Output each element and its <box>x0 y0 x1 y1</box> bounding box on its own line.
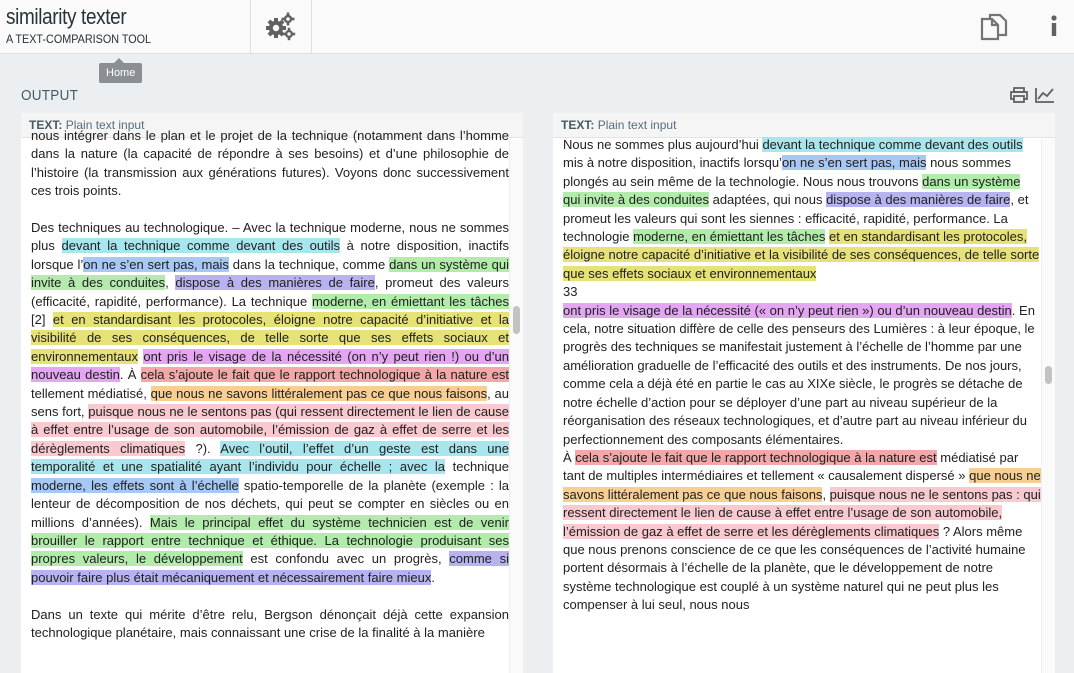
text-segment: Des techniques au technologique. – Avec la technique moderne, nous ne sommes plus <box>31 220 509 254</box>
match-highlight-blue[interactable]: moderne, les effets sont à l’échelle <box>31 477 239 493</box>
text-segment: tellement médiatisé, <box>31 385 151 401</box>
text-segment: spatio-temporelle de la planète (exemple : la lenteur de décomposition de nos déchets, qui peut se compter en siècles ou en millions d’années). <box>31 477 509 530</box>
left-scroll-thumb[interactable] <box>513 306 520 334</box>
text-segment: technique <box>445 459 509 475</box>
left-text-panel <box>21 113 523 673</box>
documents-icon <box>979 11 1009 41</box>
right-scroll-thumb[interactable] <box>1045 366 1052 384</box>
right-panel-label: TEXT: <box>561 118 595 132</box>
match-highlight-violet[interactable]: comme si pouvoir faire plus était mécaniquement et nécessairement faire mieux <box>31 551 509 585</box>
match-highlight-purple[interactable]: ont pris le visage de la nécessité (on n’y peut rien !) ou d’un nouveau destin <box>31 348 509 383</box>
match-highlight-olive[interactable]: et en standardisant les protocoles, éloigne notre capacité d’initiative et la visibilité de ses conséquences, de telle sorte que ses effets sociaux et environnementaux <box>31 312 509 364</box>
text-segment: mis à notre disposition, inactifs lorsqu’ <box>563 155 782 171</box>
text-segment: . <box>431 569 435 585</box>
text-segment: , <box>165 275 176 291</box>
match-highlight-green[interactable]: moderne, en émiettant les tâches <box>633 229 826 245</box>
text-segment: Dans un texte qui mérite d’être relu, Bergson dénonçait déjà cette expansion technologique planétaire, mais connaissant une crise de la finalité à la manière <box>31 606 509 640</box>
top-bar <box>0 0 1074 54</box>
top-divider-2 <box>311 0 312 54</box>
gear-icon <box>264 11 296 41</box>
paragraph-gap <box>31 587 509 605</box>
match-highlight-pink[interactable]: puisque nous ne le sentons pas (qui ressent directement le lien de cause à effet entre l’usage de son automobile, l’émission de gaz à effet de serre et les dérèglements climatiques <box>31 404 510 456</box>
app-title: similarity texter <box>6 4 127 29</box>
print-button[interactable] <box>1009 86 1029 104</box>
match-highlight-red[interactable]: cela s’ajoute le fait que le rapport technologique à la nature est <box>140 367 510 383</box>
output-heading: OUTPUT <box>21 87 79 104</box>
chart-icon <box>1034 86 1056 104</box>
left-panel-source: Plain text input <box>65 118 145 132</box>
text-segment: . À <box>119 367 141 383</box>
info-button[interactable] <box>1040 10 1068 42</box>
text-segment: à notre disposition, inactifs lorsque l’ <box>31 238 509 272</box>
match-highlight-cyan[interactable]: devant la technique comme devant des outils <box>762 137 1023 152</box>
match-highlight-purple[interactable]: ont pris le visage de la nécessité (« on n’y peut rien ») ou d’un nouveau destin <box>563 302 1012 318</box>
text-segment: l’homme dans la nature (la capacité de répondre à ses besoins) et d’une philosophie de l’histoire (la transmission aux générations futures). Voyons donc successivement ces trois points. <box>31 128 509 199</box>
right-panel-header <box>553 113 1055 138</box>
match-highlight-orange[interactable]: que nous ne savons littéralement pas ce que nous faisons <box>563 468 1041 502</box>
right-scrollbar[interactable] <box>1041 139 1055 673</box>
text-segment: nous intégrer dans le plan et le projet de la technique (notamment dans <box>31 128 456 143</box>
match-highlight-orange[interactable]: que nous ne savons littéralement pas ce que nous faisons <box>150 385 488 401</box>
text-segment: , promeut des valeurs (efficacité, rapidité, performance). La technique <box>31 275 509 309</box>
compare-documents-button[interactable] <box>977 10 1011 42</box>
print-icon <box>1009 86 1029 104</box>
text-segment: est confondu avec un progrès, <box>242 551 450 567</box>
text-paragraph <box>563 449 1041 615</box>
match-highlight-violet[interactable]: dispose à des manières de faire <box>826 192 1011 208</box>
match-highlight-cyan[interactable]: devant la technique comme devant des outils <box>61 238 340 254</box>
text-paragraph <box>31 606 509 643</box>
text-segment: adaptées, qui nous <box>708 192 827 208</box>
match-highlight-olive[interactable]: et en standardisant les protocoles, éloigne notre capacité d’initiative et la visibilité de ses conséquences, de telle sorte que ses effets sociaux et environnementaux <box>563 229 1040 281</box>
text-segment: . En cela, notre situation diffère de celle des penseurs des Lumières : à leur époque, le progrès des techniques se manifestait justement à l’échelle de l’homme par une amélioration graduelle de l’efficacité des outils et des instruments. De nos jours, comme cela a déjà été en partie le cas au XIXe siècle, le progrès se détache de notre échelle d’action pour se déployer d’une part au niveau supérieur de la réorganisation des réseaux technologiques, et d’autre part au niveau inférieur du perfectionnement des composants élémentaires. <box>563 302 1035 447</box>
match-highlight-green[interactable]: dans un système qui invite à des conduites <box>31 256 510 291</box>
text-segment: 33 <box>563 284 578 300</box>
top-divider <box>250 0 251 54</box>
match-highlight-green[interactable]: dans un système qui invite à des conduites <box>563 173 1021 208</box>
left-text-content <box>31 127 509 642</box>
text-segment: À <box>563 449 576 465</box>
text-paragraph <box>563 136 1041 283</box>
left-panel-label: TEXT: <box>29 118 63 132</box>
text-segment: , et promeut les valeurs qui sont les siennes : efficacité, rapidité, performance. La technologie <box>563 192 1029 245</box>
match-highlight-pink[interactable]: puisque nous ne le sentons pas : qui ressent directement le lien de cause à effet entre l’usage de son automobile, l’émission de gaz à effet de serre et les dérèglements climatiques <box>563 486 1041 539</box>
left-text-viewport[interactable] <box>31 128 510 673</box>
text-segment: médiatisé par tant de multiples intermédiaires et tellement « causalement dispersé » <box>563 449 1019 484</box>
left-scrollbar[interactable] <box>509 139 523 673</box>
right-panel-source: Plain text input <box>597 118 677 132</box>
app-subtitle: A TEXT-COMPARISON TOOL <box>6 32 152 46</box>
settings-button[interactable] <box>262 10 298 42</box>
text-segment: , au sens fort, <box>31 385 509 420</box>
home-tooltip: Home <box>99 63 142 83</box>
match-highlight-cyan[interactable]: Avec l’outil, l’effet d’un geste est dans une temporalité et une spatialité ayant l’individu pour échelle ; avec la <box>31 440 510 475</box>
text-paragraph <box>31 127 509 201</box>
text-segment: Nous ne sommes plus aujourd’hui <box>563 137 763 152</box>
text-segment: , <box>822 486 830 502</box>
text-paragraph <box>563 302 1041 449</box>
right-text-panel <box>553 113 1055 673</box>
match-highlight-green[interactable]: moderne, en émiettant les tâches <box>312 293 509 309</box>
text-segment: ? Alors même que nous prenons conscience de ce que les conséquences de l’activité humaine portent désormais à l’échelle de la planète, que le développement de notre système technologique est couplé à un système naturel qui ne peut plus les compenser à lui seul, nous nous <box>563 523 1026 613</box>
text-segment: ?). <box>185 440 221 456</box>
match-highlight-blue[interactable]: on ne s’en sert pas, mais <box>781 155 927 171</box>
match-highlight-violet[interactable]: dispose à des manières de faire <box>175 275 375 291</box>
statistics-button[interactable] <box>1034 86 1056 104</box>
text-segment: nous sommes plongés au sein même de la technologie. Nous nous trouvons <box>563 155 1012 189</box>
text-segment: [2] <box>31 312 53 328</box>
text-paragraph <box>563 283 1041 301</box>
match-highlight-green[interactable]: Mais le principal effet du système technicien est de venir brouiller le rapport entre technique et éthique. La technologie produisant ses propres valeurs, le développement <box>31 514 509 567</box>
right-text-content <box>563 136 1041 615</box>
match-highlight-red[interactable]: cela s’ajoute le fait que le rapport technologique à la nature est <box>575 449 937 465</box>
app-brand[interactable] <box>6 5 250 54</box>
paragraph-gap <box>31 201 509 219</box>
text-segment: dans la technique, comme <box>228 256 390 272</box>
info-icon <box>1047 13 1061 39</box>
match-highlight-blue[interactable]: on ne s’en sert pas, mais <box>83 256 229 272</box>
text-paragraph <box>31 219 509 587</box>
right-text-viewport[interactable] <box>563 139 1041 673</box>
